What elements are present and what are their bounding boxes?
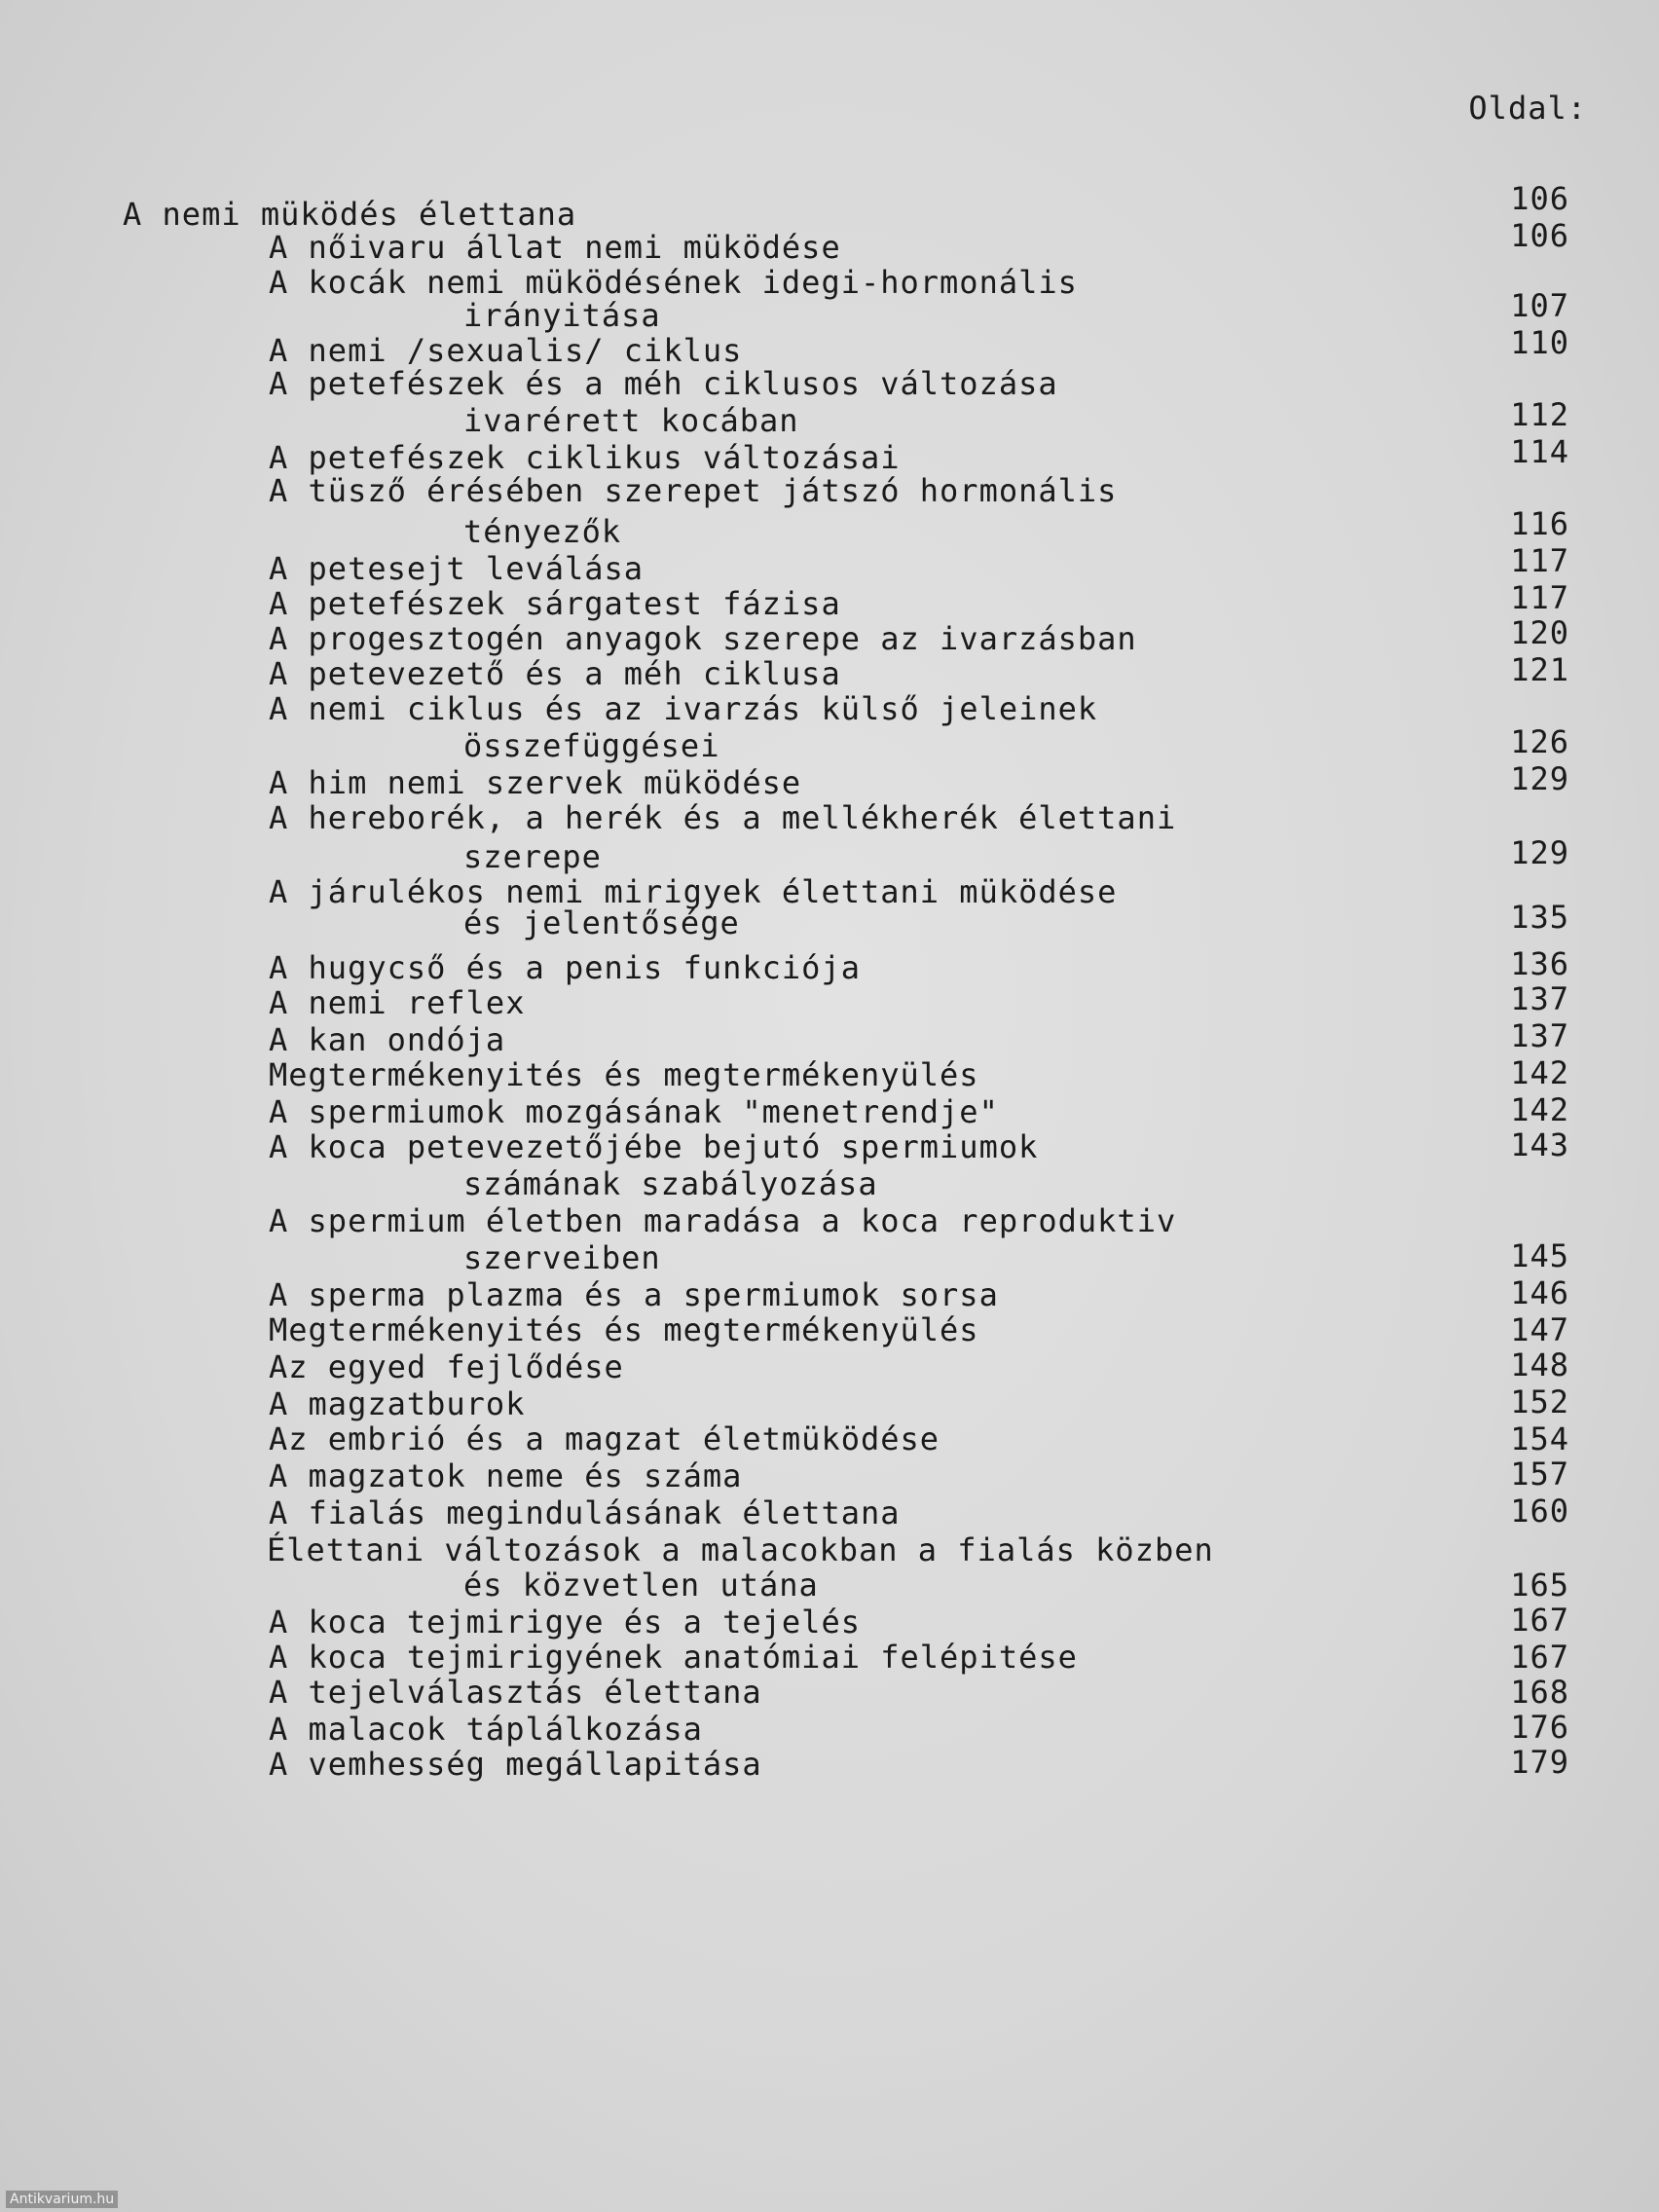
toc-page-number: 167 xyxy=(1510,1639,1569,1676)
toc-entry-title: A malacok táplálkozása xyxy=(269,1711,703,1748)
toc-entry-title: A nemi /sexualis/ ciklus xyxy=(269,332,743,369)
toc-page-number: 107 xyxy=(1510,287,1569,324)
toc-entry-title: A petefészek sárgatest fázisa xyxy=(269,585,841,622)
toc-entry-title: Az embrió és a magzat életmüködése xyxy=(269,1420,940,1457)
toc-entry-title: A koca petevezetőjébe bejutó spermiumok xyxy=(269,1128,1039,1165)
page-column-header: Oldal: xyxy=(1468,90,1587,127)
toc-entry-title: A magzatok neme és száma xyxy=(269,1457,743,1494)
toc-entry-title: és jelentősége xyxy=(463,904,740,941)
watermark: Antikvarium.hu xyxy=(6,2191,118,2208)
toc-page-number: 143 xyxy=(1510,1126,1569,1163)
toc-page-number: 114 xyxy=(1510,433,1569,470)
toc-entry-title: A petefészek és a méh ciklusos változása xyxy=(269,365,1058,402)
toc-page-number: 148 xyxy=(1510,1346,1569,1383)
toc-entry-title: A járulékos nemi mirigyek élettani müködése xyxy=(269,873,1118,910)
toc-entry-title: A sperma plazma és a spermiumok sorsa xyxy=(269,1276,999,1313)
toc-page-number: 129 xyxy=(1510,760,1569,797)
toc-page-number: 179 xyxy=(1510,1744,1569,1781)
toc-page-number: 137 xyxy=(1510,980,1569,1017)
toc-page-number: 129 xyxy=(1510,834,1569,871)
toc-page-number: 112 xyxy=(1510,396,1569,433)
toc-entry-title: A hereborék, a herék és a mellékherék élettani xyxy=(269,799,1177,836)
toc-entry-title: A spermium életben maradása a koca reproduktiv xyxy=(269,1202,1177,1239)
toc-entry-title: A koca tejmirigyének anatómiai felépitése xyxy=(269,1639,1078,1676)
toc-page-number: 142 xyxy=(1510,1054,1569,1091)
toc-entry-title: A koca tejmirigye és a tejelés xyxy=(269,1604,861,1641)
toc-entry-title: Megtermékenyités és megtermékenyülés xyxy=(269,1311,979,1348)
toc-page-number: 110 xyxy=(1510,324,1569,361)
toc-page-number: 167 xyxy=(1510,1602,1569,1639)
toc-page-number: 137 xyxy=(1510,1017,1569,1054)
toc-entry-title: A fialás megindulásának élettana xyxy=(269,1494,901,1531)
toc-page-number: 165 xyxy=(1510,1567,1569,1604)
toc-page-number: 121 xyxy=(1510,651,1569,688)
toc-page-number: 160 xyxy=(1510,1493,1569,1530)
toc-page-number: 157 xyxy=(1510,1456,1569,1493)
toc-page-number: 142 xyxy=(1510,1091,1569,1128)
toc-entry-title: Az egyed fejlődése xyxy=(269,1348,624,1385)
toc-page-number: 152 xyxy=(1510,1383,1569,1420)
toc-page-number: 168 xyxy=(1510,1674,1569,1711)
toc-page-number: 136 xyxy=(1510,945,1569,982)
toc-page-number: 106 xyxy=(1510,217,1569,254)
toc-entry-title: A nemi reflex xyxy=(269,984,526,1021)
toc-entry-title: és közvetlen utána xyxy=(463,1567,819,1604)
toc-page-number: 146 xyxy=(1510,1274,1569,1311)
toc-page-number: 126 xyxy=(1510,723,1569,760)
toc-entry-title: Élettani változások a malacokban a fialás közben xyxy=(267,1531,1214,1568)
toc-page-number: 120 xyxy=(1510,614,1569,651)
toc-page-number: 176 xyxy=(1510,1709,1569,1746)
toc-entry-title: szerveiben xyxy=(463,1239,661,1276)
toc-page-number: 147 xyxy=(1510,1311,1569,1348)
toc-entry-title: A spermiumok mozgásának "menetrendje" xyxy=(269,1093,999,1130)
toc-entry-title: tényezők xyxy=(463,513,622,550)
toc-entry-title: Megtermékenyités és megtermékenyülés xyxy=(269,1056,979,1093)
toc-entry-title: A progesztogén anyagok szerepe az ivarzásban xyxy=(269,620,1137,657)
toc-page-number: 106 xyxy=(1510,180,1569,217)
toc-entry-title: A nemi müködés élettana xyxy=(123,196,577,233)
toc-entry-title: A petesejt leválása xyxy=(269,550,645,587)
toc-entry-title: A tejelválasztás élettana xyxy=(269,1674,762,1711)
toc-page-number: 117 xyxy=(1510,542,1569,579)
toc-entry-title: A kan ondója xyxy=(269,1021,506,1058)
toc-entry-title: szerepe xyxy=(463,838,602,875)
toc-entry-title: A petefészek ciklikus változásai xyxy=(269,439,901,476)
toc-page-number: 135 xyxy=(1510,899,1569,936)
toc-entry-title: A tüsző érésében szerepet játszó hormonális xyxy=(269,472,1118,509)
toc-page-number: 154 xyxy=(1510,1420,1569,1457)
toc-entry-title: összefüggései xyxy=(463,727,720,764)
toc-entry-title: ivarérett kocában xyxy=(463,402,799,439)
toc-entry-title: A nőivaru állat nemi müködése xyxy=(269,229,841,266)
toc-entry-title: A hugycső és a penis funkciója xyxy=(269,949,861,986)
toc-entry-title: A magzatburok xyxy=(269,1385,526,1422)
toc-entry-title: irányitása xyxy=(463,297,661,334)
toc-entry-title: A petevezető és a méh ciklusa xyxy=(269,655,841,692)
toc-entry-title: számának szabályozása xyxy=(463,1165,878,1202)
toc-page-number: 145 xyxy=(1510,1237,1569,1274)
toc-entry-title: A him nemi szervek müködése xyxy=(269,764,802,801)
toc-entry-title: A vemhesség megállapitása xyxy=(269,1746,762,1783)
toc-entry-title: A kocák nemi müködésének idegi-hormonális xyxy=(269,264,1078,301)
toc-entry-title: A nemi ciklus és az ivarzás külső jeleinek xyxy=(269,690,1098,727)
toc-page-number: 116 xyxy=(1510,505,1569,542)
toc-page-number: 117 xyxy=(1510,579,1569,616)
